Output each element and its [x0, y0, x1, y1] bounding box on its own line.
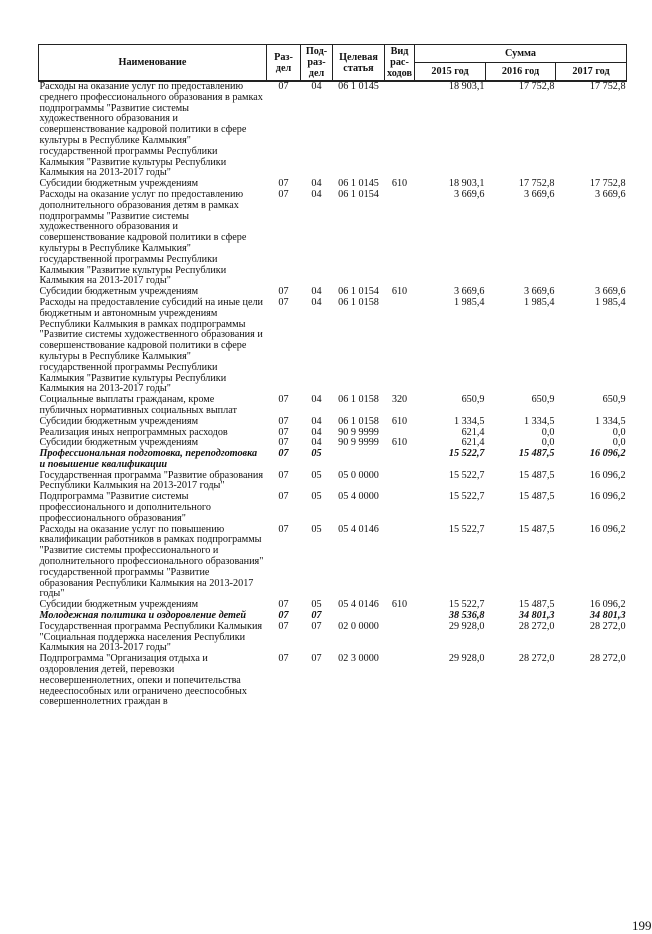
row-sum-2015: 29 928,0 — [448, 620, 485, 632]
header-podrazdel-line1: Под- — [305, 46, 328, 57]
row-cel-statya: 90 9 9999 — [338, 426, 379, 438]
row-sum-2017: 28 272,0 — [589, 620, 626, 632]
row-vid-rashodov: 610 — [391, 599, 408, 611]
row-vid-rashodov: 610 — [391, 178, 408, 190]
row-cel-statya — [333, 449, 385, 471]
row-sum-2017: 28 272,0 — [589, 653, 626, 665]
row-name: Подпрограмма "Организация отдыха и оздоровления детей, перевозки несовершеннолетних, опеки и попечительства недееспособных или ограничено дееспособных совершеннолетних граждан в — [39, 653, 247, 708]
table-row — [39, 395, 627, 417]
row-podrazdel: 07 — [311, 610, 322, 622]
table-row — [39, 190, 627, 287]
row-razdel: 07 — [278, 81, 289, 92]
row-vid-rashodov — [385, 190, 415, 287]
row-vid-rashodov — [385, 611, 415, 622]
row-podrazdel: 05 — [311, 469, 322, 481]
row-vid-rashodov — [385, 525, 415, 601]
row-sum-2016: 15 487,5 — [518, 491, 555, 503]
row-sum-2017: 34 801,3 — [589, 610, 626, 622]
row-cel-statya: 06 1 0145 — [338, 81, 379, 92]
row-razdel: 07 — [278, 491, 289, 503]
row-razdel: 07 — [278, 448, 289, 460]
row-razdel: 07 — [278, 426, 289, 438]
row-sum-2016: 17 752,8 — [518, 81, 555, 92]
row-cel-statya: 05 4 0000 — [338, 491, 379, 503]
row-sum-2016: 15 487,5 — [518, 599, 555, 611]
row-sum-2017: 1 334,5 — [594, 415, 626, 427]
row-podrazdel: 07 — [311, 653, 322, 665]
row-vid-rashodov — [385, 654, 415, 708]
row-cel-statya: 02 3 0000 — [338, 653, 379, 665]
row-cel-statya: 05 0 0000 — [338, 469, 379, 481]
row-name: Субсидии бюджетным учреждениям — [39, 178, 199, 190]
row-razdel: 07 — [278, 610, 289, 622]
row-vid-rashodov — [385, 622, 415, 654]
row-razdel: 07 — [278, 523, 289, 535]
row-name: Государственная программа "Развитие образования Республики Калмыкия на 2013-2017 годы" — [39, 469, 264, 492]
row-sum-2016: 1 334,5 — [523, 415, 555, 427]
row-razdel: 07 — [278, 178, 289, 190]
header-cel-statya — [333, 45, 385, 82]
row-sum-2016: 0,0 — [541, 426, 555, 438]
row-name: Профессиональная подготовка, переподготовка и повышение квалификации — [39, 448, 258, 470]
budget-table — [38, 44, 627, 708]
row-podrazdel: 04 — [311, 81, 322, 92]
row-sum-2017: 16 096,2 — [589, 448, 626, 460]
row-name: Молодежная политика и оздоровление детей — [39, 610, 247, 622]
row-razdel: 07 — [278, 296, 289, 308]
row-sum-2015: 621,4 — [461, 437, 485, 449]
header-podrazdel — [301, 45, 333, 82]
row-name: Реализация иных непрограммных расходов — [39, 426, 228, 438]
row-cel-statya: 06 1 0154 — [338, 188, 379, 200]
header-vid-line3: ходов — [386, 68, 412, 79]
header-summa: Сумма — [415, 45, 627, 63]
row-vid-rashodov: 610 — [391, 415, 408, 427]
row-sum-2015: 38 536,8 — [448, 610, 485, 622]
table-row — [39, 298, 627, 395]
table-row — [39, 525, 627, 601]
row-sum-2016: 650,9 — [531, 394, 555, 406]
row-sum-2017: 16 096,2 — [589, 523, 626, 535]
row-podrazdel: 04 — [311, 296, 322, 308]
row-razdel: 07 — [278, 415, 289, 427]
row-sum-2016: 15 487,5 — [518, 448, 555, 460]
row-razdel: 07 — [278, 286, 289, 298]
header-razdel-line1: Раз- — [274, 51, 293, 63]
row-name: Субсидии бюджетным учреждениям — [39, 286, 199, 298]
row-razdel: 07 — [278, 653, 289, 665]
row-sum-2015: 621,4 — [461, 426, 485, 438]
row-razdel: 07 — [278, 599, 289, 611]
row-cel-statya: 06 1 0158 — [338, 415, 379, 427]
header-podrazdel-line2: раз- — [307, 57, 326, 68]
row-sum-2015: 15 522,7 — [448, 469, 485, 481]
row-vid-rashodov — [385, 298, 415, 395]
header-vid-line2: рас- — [390, 57, 409, 68]
row-name: Государственная программа Республики Калмыкия "Социальная поддержка населения Республики Калмыкия на 2013-2017 годы" — [39, 620, 263, 654]
table-body — [39, 81, 627, 708]
table-row — [39, 654, 627, 708]
row-sum-2017: 0,0 — [612, 437, 626, 449]
row-name: Социальные выплаты гражданам, кроме публичных нормативных социальных выплат — [39, 394, 237, 416]
row-podrazdel: 05 — [311, 523, 322, 535]
row-sum-2015: 18 903,1 — [448, 81, 485, 92]
row-podrazdel: 04 — [311, 437, 322, 449]
row-sum-2015: 15 522,7 — [448, 523, 485, 535]
row-vid-rashodov — [385, 471, 415, 493]
row-vid-rashodov: 610 — [391, 286, 408, 298]
row-sum-2017: 16 096,2 — [589, 469, 626, 481]
row-podrazdel: 05 — [311, 599, 322, 611]
row-cel-statya: 90 9 9999 — [338, 437, 379, 449]
row-sum-2017: 17 752,8 — [589, 81, 626, 92]
header-vid-rashodov — [385, 45, 415, 82]
row-sum-2017: 16 096,2 — [589, 599, 626, 611]
header-cel-line2: статья — [343, 62, 374, 74]
row-name: Субсидии бюджетным учреждениям — [39, 415, 199, 427]
table-row — [39, 471, 627, 493]
row-sum-2015: 15 522,7 — [448, 448, 485, 460]
row-vid-rashodov: 320 — [391, 394, 408, 406]
row-razdel: 07 — [278, 188, 289, 200]
table-row — [39, 81, 627, 179]
row-cel-statya: 06 1 0158 — [338, 394, 379, 406]
header-podrazdel-line3: дел — [308, 68, 325, 79]
row-cel-statya: 06 1 0145 — [338, 178, 379, 190]
header-year-2015: 2015 год — [415, 62, 486, 81]
header-vid-line1: Вид — [390, 46, 409, 57]
row-sum-2017: 3 669,6 — [594, 286, 626, 298]
row-cel-statya: 05 4 0146 — [338, 599, 379, 611]
row-sum-2015: 1 985,4 — [453, 296, 485, 308]
row-sum-2016: 3 669,6 — [523, 188, 555, 200]
row-sum-2016: 15 487,5 — [518, 523, 555, 535]
row-podrazdel: 07 — [311, 620, 322, 632]
row-sum-2017: 0,0 — [612, 426, 626, 438]
header-razdel — [267, 45, 301, 82]
row-sum-2017: 3 669,6 — [594, 188, 626, 200]
row-cel-statya: 06 1 0154 — [338, 286, 379, 298]
row-sum-2015: 18 903,1 — [448, 178, 485, 190]
row-sum-2015: 15 522,7 — [448, 599, 485, 611]
row-podrazdel: 04 — [311, 394, 322, 406]
row-sum-2015: 3 669,6 — [453, 286, 485, 298]
header-cel-line1: Целевая — [339, 51, 378, 63]
row-sum-2016: 34 801,3 — [518, 610, 555, 622]
row-name: Расходы на предоставление субсидий на иные цели бюджетным и автономным учреждениям Республики Калмыкия в рамках подпрограммы "Развитие системы художественного образования и совершенствование кадровой политики в сфере культуры в Республике Калмыкия" государственной программы Республики Калмыкия "Развитие культуры Республики Калмыкия на 2013-2017 годы" — [39, 296, 263, 395]
row-sum-2015: 3 669,6 — [453, 188, 485, 200]
row-razdel: 07 — [278, 394, 289, 406]
row-name: Субсидии бюджетным учреждениям — [39, 599, 199, 611]
row-podrazdel: 04 — [311, 188, 322, 200]
row-podrazdel: 04 — [311, 178, 322, 190]
row-name: Расходы на оказание услуг по повышению квалификации работников в рамках подпрограммы "Развитие системы профессионального и дополнительного профессионального образования" государственной программы "Развитие образования Республики Калмыкия на 2013-2017 годы" — [39, 523, 264, 600]
row-name: Расходы на оказание услуг по предоставлению среднего профессионального образования в рамках подпрограммы "Развитие системы художественного образования и совершенствование кадровой политики в сфере культуры в Республике Калмыкия" государственной программы Республики Калмыкия "Развитие культуры Республики Калмыкия на 2013-2017 годы" — [39, 81, 263, 179]
row-vid-rashodov — [385, 449, 415, 471]
row-cel-statya: 02 0 0000 — [338, 620, 379, 632]
header-name: Наименование — [39, 45, 267, 82]
row-cel-statya: 06 1 0158 — [338, 296, 379, 308]
row-podrazdel: 05 — [311, 491, 322, 503]
row-name: Подпрограмма "Развитие системы профессионального и дополнительного профессионального образования" — [39, 491, 211, 524]
row-razdel: 07 — [278, 469, 289, 481]
row-sum-2016: 3 669,6 — [523, 286, 555, 298]
row-sum-2016: 1 985,4 — [523, 296, 555, 308]
row-podrazdel: 04 — [311, 415, 322, 427]
row-sum-2017: 17 752,8 — [589, 178, 626, 190]
row-sum-2015: 29 928,0 — [448, 653, 485, 665]
row-sum-2016: 17 752,8 — [518, 178, 555, 190]
row-vid-rashodov: 610 — [391, 437, 408, 449]
page-number: 199 — [632, 918, 652, 933]
row-sum-2015: 650,9 — [461, 394, 485, 406]
table-header — [39, 45, 627, 82]
row-sum-2016: 0,0 — [541, 437, 555, 449]
row-podrazdel: 04 — [311, 426, 322, 438]
header-razdel-line2: дел — [275, 62, 292, 74]
row-cel-statya: 05 4 0146 — [338, 523, 379, 535]
table-row — [39, 492, 627, 524]
header-year-2017: 2017 год — [556, 62, 627, 81]
row-sum-2016: 28 272,0 — [518, 653, 555, 665]
row-sum-2017: 16 096,2 — [589, 491, 626, 503]
row-razdel: 07 — [278, 620, 289, 632]
table-row — [39, 622, 627, 654]
row-podrazdel: 05 — [311, 448, 322, 460]
row-sum-2017: 650,9 — [602, 394, 626, 406]
row-sum-2017: 1 985,4 — [594, 296, 626, 308]
row-name: Расходы на оказание услуг по предоставлению дополнительного образования детям в рамках подпрограммы "Развитие системы художественного образования и совершенствование кадровой политики в сфере культуры в Республике Калмыкия" государственной программы Республики Калмыкия "Развитие культуры Республики Калмыкия на 2013-2017 годы" — [39, 188, 247, 287]
row-razdel: 07 — [278, 437, 289, 449]
row-podrazdel: 04 — [311, 286, 322, 298]
row-name: Субсидии бюджетным учреждениям — [39, 437, 199, 449]
table-row — [39, 417, 627, 428]
header-year-2016: 2016 год — [486, 62, 556, 81]
row-sum-2015: 1 334,5 — [453, 415, 485, 427]
row-vid-rashodov — [385, 81, 415, 179]
row-vid-rashodov — [385, 492, 415, 524]
table-row — [39, 449, 627, 471]
row-sum-2016: 15 487,5 — [518, 469, 555, 481]
row-sum-2016: 28 272,0 — [518, 620, 555, 632]
row-sum-2015: 15 522,7 — [448, 491, 485, 503]
budget-table-page — [38, 44, 652, 933]
